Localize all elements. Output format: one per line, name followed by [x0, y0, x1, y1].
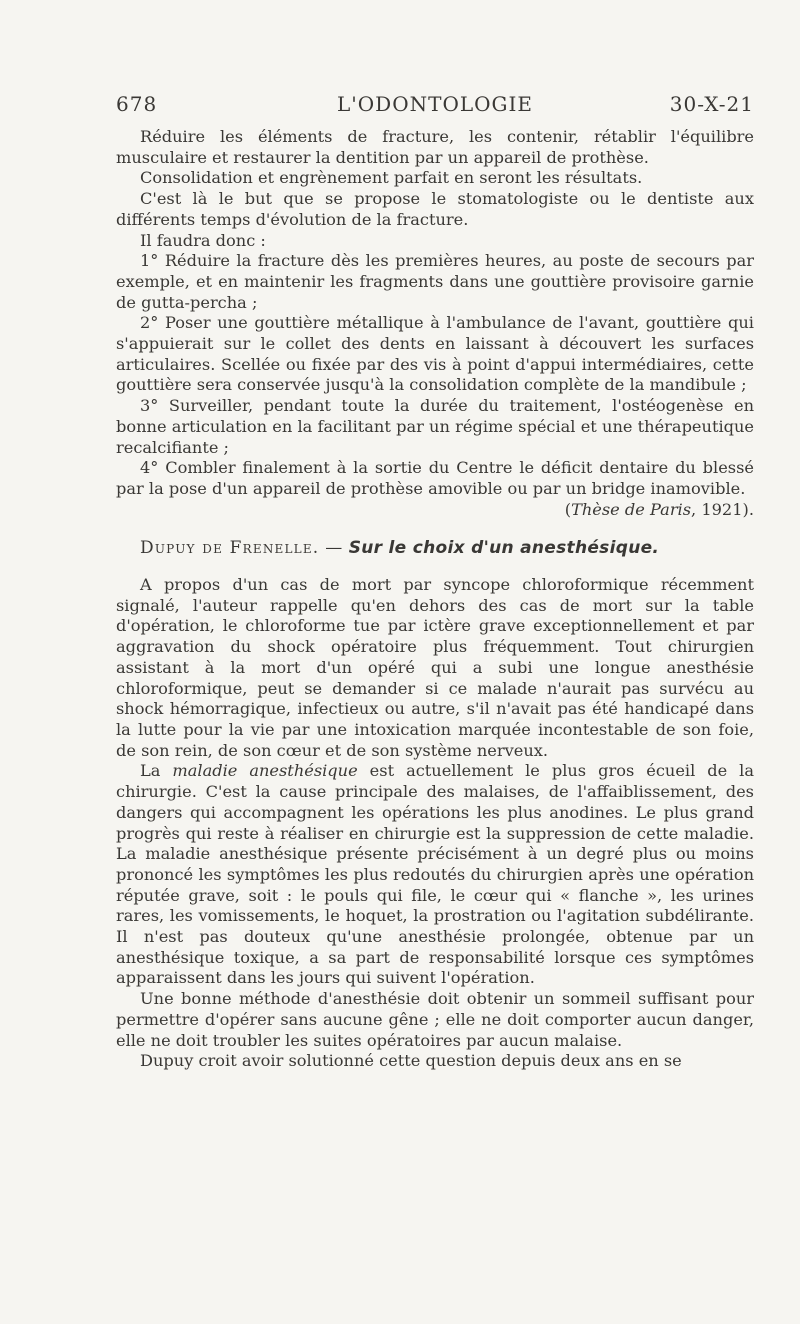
- list-item: 3° Surveiller, pendant toute la durée du traitement, l'ostéogenèse en bonne articulation en la facilitant par un régime spécial et une thérapeutique recalcifiante ;: [116, 396, 754, 457]
- citation-year: , 1921).: [691, 499, 754, 519]
- paragraph: Il faudra donc :: [140, 230, 266, 250]
- section-author: Dupuy de Frenelle.: [140, 538, 320, 559]
- list-item: 1° Réduire la fracture dès les premières heures, au poste de secours par exemple, et en maintenir les fragments dans une gouttière provisoire garnie de gutta-percha ;: [116, 251, 754, 312]
- italic-term: maladie anesthésique: [172, 761, 358, 781]
- list-item: [116, 458, 754, 520]
- list-item-text: 4° Combler finalement à la sortie du Centre le déficit dentaire du blessé par la pose d'un appareil de prothèse amovible ou par un bridge inamovible.: [116, 458, 754, 498]
- page-number: 678: [116, 92, 158, 116]
- paragraph: Dupuy croit avoir solutionné cette question depuis deux ans en se: [140, 1051, 682, 1071]
- paragraph: Consolidation et engrènement parfait en seront les résultats.: [140, 168, 643, 188]
- main-text: [116, 127, 754, 1072]
- paragraph: A propos d'un cas de mort par syncope chloroformique récemment signalé, l'auteur rappelle qu'en dehors des cas de mort sur la table d'opération, le chloroforme tue par ictère grave exceptionnellement et par aggravation du shock opératoire plus fréquemment. Tout chirurgien assistant à la mort d'un opéré qui a subi une longue anesthésie chloroformique, peut se demander si ce malade n'aurait pas survécu au shock hémorragique, infectieux ou autre, s'il n'avait pas été handicapé dans la lutte pour la vie par une intoxication marquée incontestable de son foie, de son rein, de son cœur et de son système nerveux.: [116, 575, 754, 760]
- section-heading: [116, 538, 754, 559]
- section-separator: —: [319, 538, 349, 559]
- citation-title: Thèse de Paris: [571, 499, 692, 519]
- list-item: 2° Poser une gouttière métallique à l'ambulance de l'avant, gouttière qui s'appuierait sur le collet des dents en laissant à découvert les surfaces articulaires. Scellée ou fixée par des vis à point d'appui intermédiaires, cette gouttière sera conservée jusqu'à la consolidation complète de la mandibule ;: [116, 313, 754, 395]
- paragraph: Réduire les éléments de fracture, les contenir, rétablir l'équilibre musculaire et restaurer la dentition par un appareil de prothèse.: [116, 127, 754, 167]
- citation-open: (: [564, 499, 572, 519]
- paragraph-start: La: [140, 761, 173, 781]
- paragraph-rest: est actuellement le plus gros écueil de la chirurgie. C'est la cause principale des malaises, de l'affaiblissement, des dangers qui accompagnent les opérations les plus anodines. Le plus grand progrès qui reste à réaliser en chirurgie est la suppression de cette maladie. La maladie anesthésique présente précisément à un degré plus ou moins prononcé les symptômes les plus redoutés du chirurgien après une opération réputée grave, soit : le pouls qui file, le cœur qui « flanche », les urines rares, les vomissements, le hoquet, la prostration ou l'agitation subdélirante. Il n'est pas douteux qu'une anesthésie prolongée, obtenue par un anesthésique toxique, a sa part de responsabilité lorsque ces symptômes apparaissent dans les jours qui suivent l'opération.: [116, 761, 755, 988]
- paragraph: [116, 761, 754, 989]
- page-header: [116, 92, 754, 118]
- citation: [116, 500, 754, 521]
- paragraph: Une bonne méthode d'anesthésie doit obtenir un sommeil suffisant pour permettre d'opérer sans aucune gêne ; elle ne doit comporter aucun danger, elle ne doit troubler les suites opératoires par aucun malaise.: [116, 989, 754, 1050]
- paragraph: C'est là le but que se propose le stomatologiste ou le dentiste aux différents temps d'évolution de la fracture.: [116, 189, 754, 229]
- running-head: L'ODONTOLOGIE: [337, 92, 533, 116]
- section-title: Sur le choix d'un anesthésique.: [348, 538, 660, 559]
- issue-date: 30-X-21: [669, 92, 754, 116]
